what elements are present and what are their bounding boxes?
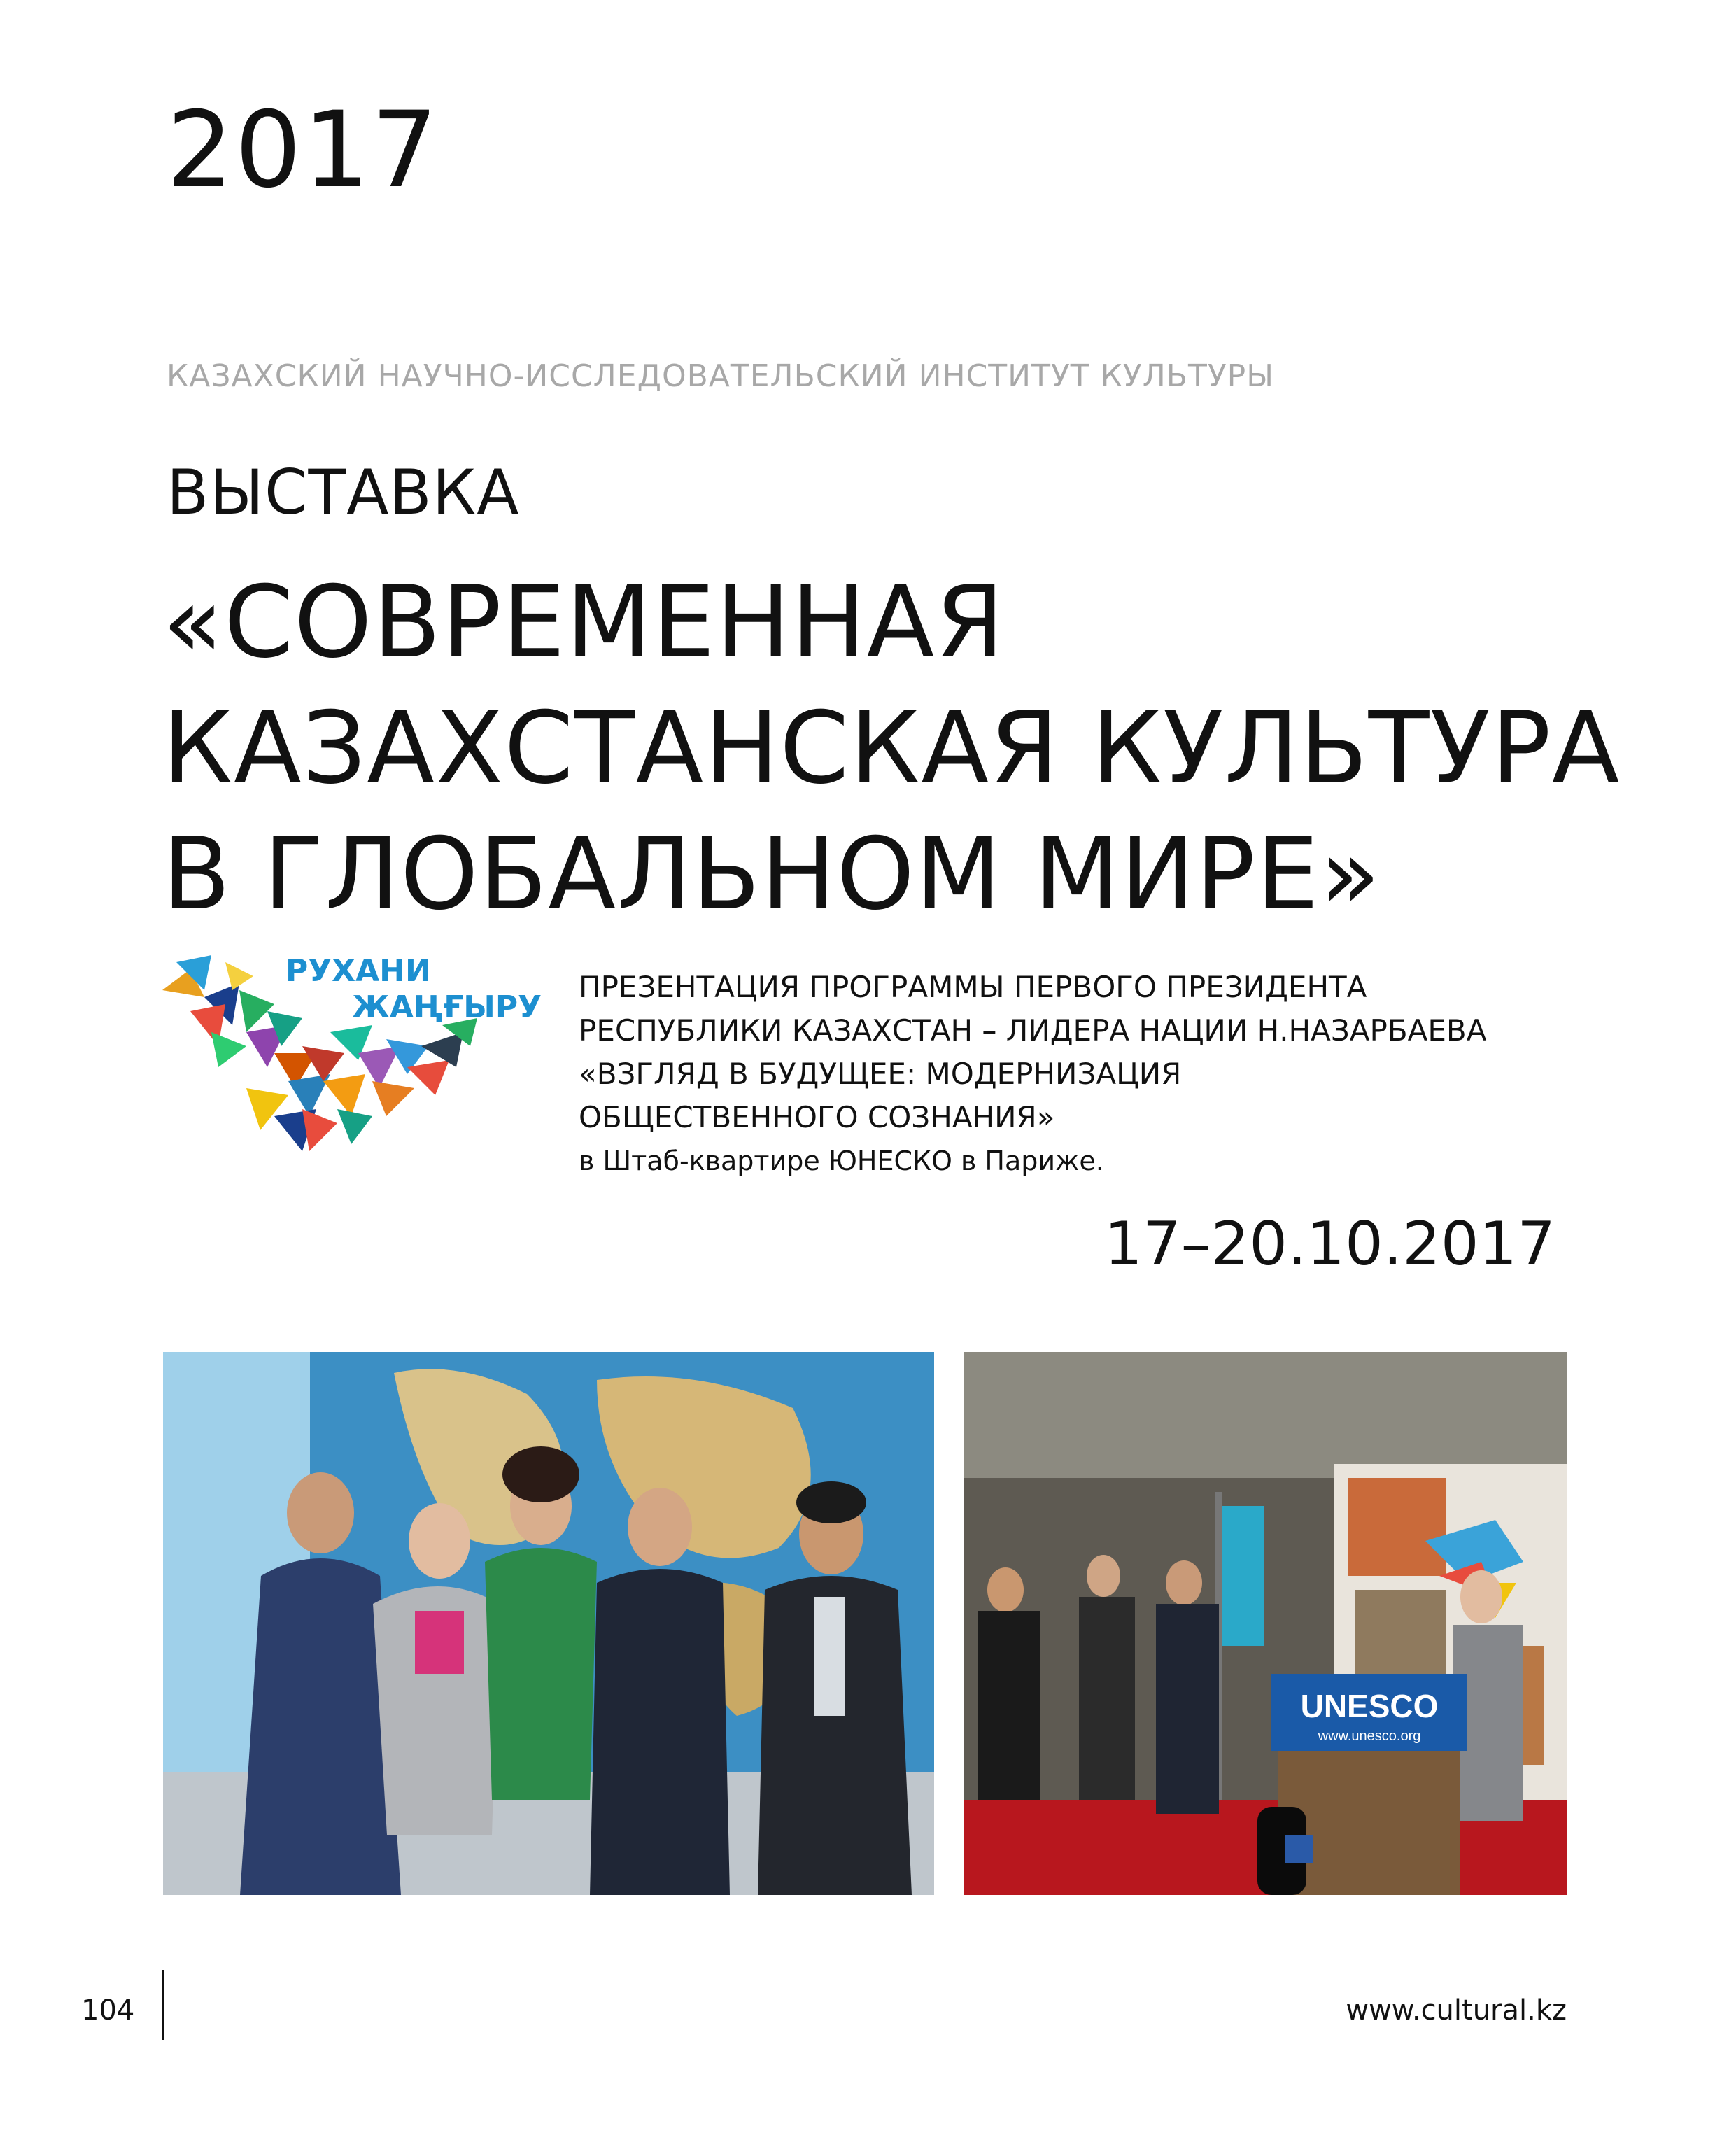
article-kicker: ВЫСТАВКА bbox=[167, 456, 520, 528]
presentation-text bbox=[579, 966, 1593, 1183]
logo-wordmark bbox=[285, 953, 542, 1026]
year-heading: 2017 bbox=[167, 90, 439, 211]
title-line: КАЗАХСТАНСКАЯ КУЛЬТУРА bbox=[162, 691, 1621, 806]
footer-divider bbox=[162, 1970, 164, 2040]
title-line: «СОВРЕМЕННАЯ bbox=[162, 565, 1005, 680]
group-photo bbox=[163, 1352, 934, 1895]
presentation-line: РЕСПУБЛИКИ КАЗАХСТАН – ЛИДЕРА НАЦИИ Н.НАЗАРБАЕВА bbox=[579, 1013, 1487, 1048]
logo-line: ЖАҢҒЫРУ bbox=[352, 989, 542, 1025]
institute-name: КАЗАХСКИЙ НАУЧНО-ИССЛЕДОВАТЕЛЬСКИЙ ИНСТИТУТ КУЛЬТУРЫ bbox=[167, 358, 1275, 394]
presentation-line: «ВЗГЛЯД В БУДУЩЕЕ: МОДЕРНИЗАЦИЯ bbox=[579, 1057, 1182, 1091]
podium-url: www.unesco.org bbox=[1318, 1728, 1421, 1744]
website-link[interactable]: www.cultural.kz bbox=[1346, 1994, 1567, 2027]
event-date: 17–20.10.2017 bbox=[1104, 1209, 1555, 1279]
title-line: В ГЛОБАЛЬНОМ МИРЕ» bbox=[162, 817, 1381, 932]
podium-sign: UNESCO bbox=[1300, 1688, 1439, 1724]
unesco-podium-photo bbox=[964, 1352, 1567, 1895]
presentation-location: в Штаб-квартире ЮНЕСКО в Париже. bbox=[579, 1146, 1104, 1176]
page-number: 104 bbox=[81, 1994, 135, 2027]
article-title bbox=[162, 560, 1674, 938]
logo-line: РУХАНИ bbox=[285, 953, 431, 989]
presentation-line: ПРЕЗЕНТАЦИЯ ПРОГРАММЫ ПЕРВОГО ПРЕЗИДЕНТА bbox=[579, 970, 1367, 1004]
presentation-line: ОБЩЕСТВЕННОГО СОЗНАНИЯ» bbox=[579, 1100, 1055, 1134]
